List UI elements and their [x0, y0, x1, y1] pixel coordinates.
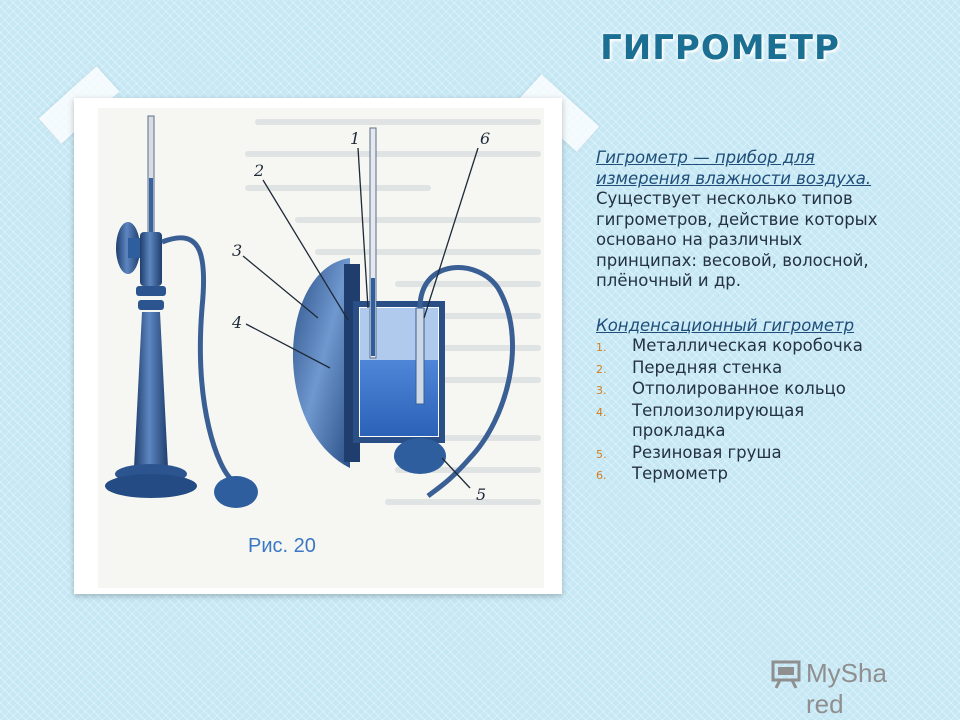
site-logo — [770, 656, 930, 719]
callout-1: 1 — [350, 129, 361, 148]
list-item — [596, 336, 896, 357]
photo-frame — [74, 98, 562, 594]
callout-3: 3 — [232, 241, 243, 260]
definition-paragraph — [596, 148, 896, 292]
callout-6: 6 — [480, 129, 491, 148]
list-item-label: Термометр — [632, 464, 728, 483]
definition-term: Гигрометр — прибор для измерения влажности воздуха. — [596, 148, 872, 188]
list-item-label: Передняя стенка — [632, 357, 783, 377]
list-item-number: 4. — [596, 405, 607, 419]
definition-text: Существует несколько типов гигрометров, действие которых основано на различных принципах: весовой, волосной, плёночный и др. — [596, 189, 878, 290]
slide-title: ГИГРОМЕТР — [600, 28, 840, 68]
list-item-label: Резиновая груша — [632, 442, 782, 462]
hygrometer-drawing — [98, 108, 544, 588]
callout-2: 2 — [254, 161, 265, 180]
list-item-label: Отполированное кольцо — [632, 379, 846, 398]
figure-caption: Рис. 20 — [248, 535, 316, 557]
list-item — [596, 443, 896, 464]
list-item-number: 1. — [596, 341, 607, 354]
list-item-number: 5. — [596, 447, 607, 461]
list-item-number: 6. — [596, 469, 607, 482]
list-item-number: 3. — [596, 384, 607, 397]
callout-4: 4 — [232, 313, 243, 332]
list-item-label: Металлическая коробочка — [632, 336, 863, 355]
hygrometer-illustration — [98, 108, 544, 588]
parts-list — [596, 336, 896, 485]
list-item — [596, 379, 896, 400]
description-block — [596, 148, 896, 486]
callout-5: 5 — [476, 485, 487, 504]
list-item — [596, 358, 896, 379]
list-item — [596, 401, 896, 442]
presentation-board-icon — [770, 658, 802, 690]
list-item-label: Теплоизолирующая прокладка — [632, 400, 805, 440]
section-heading: Конденсационный гигрометр — [596, 315, 855, 335]
list-item-number: 2. — [596, 362, 607, 376]
logo-text: MySha red — [806, 658, 887, 719]
list-item — [596, 464, 896, 485]
stand-hygrometer — [105, 116, 258, 508]
